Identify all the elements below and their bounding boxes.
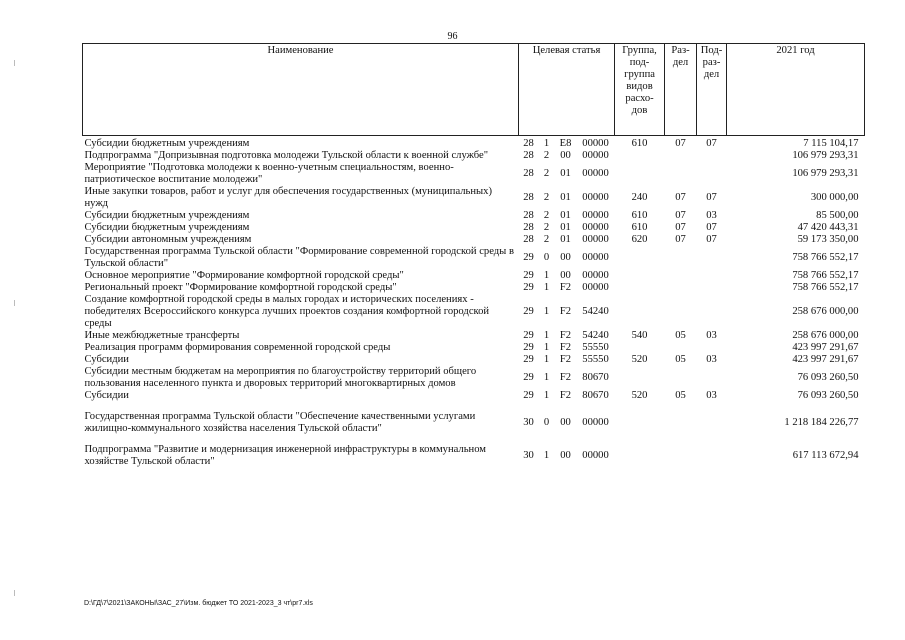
- cell-amount: 758 766 552,17: [792, 270, 859, 281]
- table-row: [83, 342, 865, 354]
- cell-target-event: 01: [560, 222, 571, 233]
- cell-section: [665, 294, 697, 330]
- cell-target-event: 01: [560, 210, 571, 221]
- cell-amount: 758 766 552,17: [792, 282, 859, 293]
- table-row: [83, 282, 865, 294]
- cell-target-direction: 80670: [582, 372, 609, 383]
- cell-name: Государственная программа Тульской области "Формирование современной городской среды в Тульской области": [84, 246, 514, 269]
- table-row: [83, 330, 865, 342]
- cell-expense-group: [615, 162, 665, 186]
- cell-target-direction: 00000: [582, 138, 609, 149]
- cell-target-program: 29: [523, 342, 534, 353]
- cell-target-subprogram: 1: [543, 138, 550, 149]
- cell-section: [665, 270, 697, 282]
- cell-expense-group: [615, 342, 665, 354]
- cell-target-direction: 54240: [582, 306, 609, 317]
- cell-target-direction: 55550: [582, 354, 609, 365]
- cell-amount: 258 676 000,00: [792, 306, 859, 317]
- cell-expense-group: 610: [631, 222, 648, 233]
- cell-section: [665, 150, 697, 162]
- cell-target-program: 28: [523, 150, 534, 161]
- cell-section: 07: [675, 222, 686, 233]
- cell-target-program: 29: [523, 252, 534, 263]
- cell-amount: 423 997 291,67: [792, 354, 859, 365]
- cell-target-event: 00: [560, 150, 571, 161]
- cell-subsection: [697, 150, 727, 162]
- spacer-cell: [83, 402, 865, 411]
- cell-subsection: 07: [706, 138, 717, 149]
- cell-section: [665, 366, 697, 390]
- cell-expense-group: 610: [631, 138, 648, 149]
- table-row: [83, 210, 865, 222]
- cell-target-subprogram: 2: [543, 168, 550, 179]
- cell-target-direction: 00000: [582, 234, 609, 245]
- cell-expense-group: [615, 411, 665, 435]
- cell-name: Субсидии: [84, 390, 129, 401]
- header-name: Наименование: [83, 44, 519, 136]
- cell-target-direction: 00000: [582, 450, 609, 461]
- cell-target-direction: 80670: [582, 390, 609, 401]
- cell-target-direction: 54240: [582, 330, 609, 341]
- cell-target-program: 28: [523, 222, 534, 233]
- cell-expense-group: 240: [631, 192, 648, 203]
- header-group: Группа, под- группа видов расхо- дов: [615, 44, 665, 136]
- table-row: [83, 136, 865, 151]
- cell-target-direction: 00000: [582, 270, 609, 281]
- cell-target-subprogram: 2: [543, 234, 550, 245]
- cell-subsection: 03: [706, 330, 717, 341]
- cell-subsection: [697, 411, 727, 435]
- cell-amount: 7 115 104,17: [803, 138, 859, 149]
- cell-section: [665, 444, 697, 468]
- cell-section: 07: [675, 210, 686, 221]
- table-body: [83, 136, 865, 469]
- cell-section: 05: [675, 390, 686, 401]
- cell-subsection: [697, 270, 727, 282]
- cell-subsection: [697, 366, 727, 390]
- cell-target-event: F2: [559, 372, 572, 383]
- cell-section: 07: [675, 192, 686, 203]
- cell-name: Субсидии бюджетным учреждениям: [84, 138, 250, 149]
- cell-target-event: 01: [560, 234, 571, 245]
- cell-amount: 106 979 293,31: [792, 150, 859, 161]
- header-subsection: Под- раз- дел: [697, 44, 727, 136]
- cell-amount: 85 500,00: [816, 210, 859, 221]
- cell-subsection: [697, 162, 727, 186]
- cell-amount: 76 093 260,50: [797, 390, 859, 401]
- cell-expense-group: 620: [631, 234, 648, 245]
- cell-section: 05: [675, 330, 686, 341]
- cell-subsection: 03: [706, 354, 717, 365]
- cell-target-subprogram: 1: [543, 342, 550, 353]
- cell-subsection: 07: [706, 222, 717, 233]
- table-row: [83, 246, 865, 270]
- cell-section: [665, 162, 697, 186]
- cell-amount: 1 218 184 226,77: [784, 417, 859, 428]
- cell-target-program: 29: [523, 330, 534, 341]
- cell-subsection: [697, 294, 727, 330]
- cell-amount: 59 173 350,00: [797, 234, 859, 245]
- cell-target-program: 29: [523, 282, 534, 293]
- cell-target-event: 01: [560, 168, 571, 179]
- cell-name: Подпрограмма "Допризывная подготовка молодежи Тульской области к военной службе": [84, 150, 489, 161]
- table-row: [83, 186, 865, 210]
- cell-target-direction: 00000: [582, 150, 609, 161]
- header-section: Раз- дел: [665, 44, 697, 136]
- cell-target-direction: 00000: [582, 168, 609, 179]
- cell-amount: 758 766 552,17: [792, 252, 859, 263]
- cell-target-subprogram: 1: [543, 306, 550, 317]
- cell-name: Субсидии: [84, 354, 129, 365]
- cell-target-event: F2: [559, 282, 572, 293]
- cell-section: 07: [675, 138, 686, 149]
- cell-name: Подпрограмма "Развитие и модернизация инженерной инфраструктуры в коммунальном хозяйстве Тульской области": [84, 444, 486, 467]
- cell-target-direction: 00000: [582, 252, 609, 263]
- cell-target-subprogram: 1: [543, 330, 550, 341]
- table-row: [83, 222, 865, 234]
- cell-target-program: 29: [523, 390, 534, 401]
- cell-amount: 47 420 443,31: [797, 222, 859, 233]
- cell-target-event: F2: [559, 390, 572, 401]
- cell-subsection: [697, 342, 727, 354]
- cell-target-direction: 00000: [582, 222, 609, 233]
- cell-expense-group: 610: [631, 210, 648, 221]
- header-target: Целевая статья: [519, 44, 615, 136]
- cell-section: 07: [675, 234, 686, 245]
- cell-target-subprogram: 1: [543, 390, 550, 401]
- table-header-row: [83, 44, 865, 136]
- cell-target-program: 28: [523, 234, 534, 245]
- cell-section: [665, 411, 697, 435]
- cell-target-event: 00: [560, 450, 571, 461]
- cell-target-program: 28: [523, 210, 534, 221]
- row-spacer: [83, 402, 865, 411]
- cell-target-program: 30: [523, 417, 534, 428]
- cell-name: Иные закупки товаров, работ и услуг для обеспечения государственных (муниципальных) нужд: [84, 186, 492, 209]
- table-row: [83, 162, 865, 186]
- margin-mark: [14, 60, 15, 66]
- cell-subsection: 03: [706, 390, 717, 401]
- cell-target-subprogram: 0: [543, 252, 550, 263]
- cell-target-event: 00: [560, 252, 571, 263]
- cell-target-subprogram: 2: [543, 210, 550, 221]
- cell-name: Субсидии автономным учреждениям: [84, 234, 252, 245]
- cell-target-direction: 00000: [582, 192, 609, 203]
- cell-expense-group: [615, 366, 665, 390]
- cell-target-program: 28: [523, 168, 534, 179]
- cell-target-direction: 55550: [582, 342, 609, 353]
- cell-amount: 423 997 291,67: [792, 342, 859, 353]
- cell-target-program: 30: [523, 450, 534, 461]
- margin-mark: [14, 300, 15, 306]
- cell-expense-group: [615, 150, 665, 162]
- cell-name: Субсидии бюджетным учреждениям: [84, 222, 250, 233]
- table-row: [83, 390, 865, 402]
- cell-subsection: 03: [706, 210, 717, 221]
- cell-expense-group: [615, 294, 665, 330]
- budget-table: [82, 43, 865, 468]
- cell-expense-group: [615, 270, 665, 282]
- cell-target-program: 28: [523, 192, 534, 203]
- cell-subsection: [697, 444, 727, 468]
- cell-target-direction: 00000: [582, 417, 609, 428]
- table-row: [83, 270, 865, 282]
- cell-expense-group: [615, 444, 665, 468]
- cell-target-subprogram: 2: [543, 150, 550, 161]
- cell-amount: 258 676 000,00: [792, 330, 859, 341]
- cell-target-subprogram: 1: [543, 354, 550, 365]
- cell-target-program: 28: [523, 138, 534, 149]
- table-row: [83, 234, 865, 246]
- cell-amount: 76 093 260,50: [797, 372, 859, 383]
- cell-target-subprogram: 1: [543, 372, 550, 383]
- cell-name: Мероприятие "Подготовка молодежи к военно-учетным специальностям, военно-патриотическое воспитание молодежи": [84, 162, 454, 185]
- cell-target-subprogram: 2: [543, 192, 550, 203]
- cell-expense-group: [615, 282, 665, 294]
- table-row: [83, 354, 865, 366]
- cell-expense-group: 520: [631, 354, 648, 365]
- cell-target-subprogram: 1: [543, 270, 550, 281]
- cell-target-subprogram: 1: [543, 282, 550, 293]
- cell-name: Субсидии местным бюджетам на мероприятия по благоустройству территорий общего пользования населенного пункта и дворовых территорий многоквартирных домов: [84, 366, 477, 389]
- cell-section: [665, 246, 697, 270]
- cell-name: Иные межбюджетные трансферты: [84, 330, 240, 341]
- cell-subsection: [697, 246, 727, 270]
- row-spacer: [83, 435, 865, 444]
- cell-target-program: 29: [523, 372, 534, 383]
- margin-mark: [14, 590, 15, 596]
- cell-target-event: E8: [559, 138, 572, 149]
- cell-expense-group: 540: [631, 330, 648, 341]
- cell-target-event: F2: [559, 342, 572, 353]
- spacer-cell: [83, 435, 865, 444]
- table-row: [83, 444, 865, 468]
- header-year: 2021 год: [727, 44, 865, 136]
- table-row: [83, 366, 865, 390]
- cell-expense-group: 520: [631, 390, 648, 401]
- cell-target-event: 00: [560, 270, 571, 281]
- cell-amount: 300 000,00: [810, 192, 859, 203]
- cell-target-direction: 00000: [582, 282, 609, 293]
- cell-target-event: 00: [560, 417, 571, 428]
- cell-subsection: [697, 282, 727, 294]
- cell-amount: 106 979 293,31: [792, 168, 859, 179]
- cell-name: Реализация программ формирования современной городской среды: [84, 342, 391, 353]
- cell-target-subprogram: 0: [543, 417, 550, 428]
- cell-subsection: 07: [706, 192, 717, 203]
- cell-name: Создание комфортной городской среды в малых городах и исторических поселениях - победителях Всероссийского конкурса лучших проектов создания комфортной городской среды: [84, 294, 490, 329]
- cell-target-program: 29: [523, 354, 534, 365]
- cell-name: Региональный проект "Формирование комфортной городской среды": [84, 282, 397, 293]
- cell-target-subprogram: 2: [543, 222, 550, 233]
- cell-name: Основное мероприятие "Формирование комфортной городской среды": [84, 270, 404, 281]
- cell-target-event: 01: [560, 192, 571, 203]
- footer-file-path: D:\ГД\7\2021\ЗАКОНЫ\ЗАС_27\Изм. бюджет ТО 2021-2023_3 чт\pr7.xls: [84, 600, 313, 607]
- cell-target-subprogram: 1: [543, 450, 550, 461]
- page-number: 96: [447, 31, 458, 42]
- cell-name: Государственная программа Тульской области "Обеспечение качественными услугами жилищно-коммунального хозяйства населения Тульской области": [84, 411, 476, 434]
- cell-amount: 617 113 672,94: [792, 450, 859, 461]
- table-row: [83, 411, 865, 435]
- cell-target-event: F2: [559, 330, 572, 341]
- cell-section: [665, 282, 697, 294]
- cell-section: [665, 342, 697, 354]
- cell-target-event: F2: [559, 354, 572, 365]
- table-row: [83, 294, 865, 330]
- cell-expense-group: [615, 246, 665, 270]
- table-row: [83, 150, 865, 162]
- cell-name: Субсидии бюджетным учреждениям: [84, 210, 250, 221]
- cell-subsection: 07: [706, 234, 717, 245]
- cell-section: 05: [675, 354, 686, 365]
- cell-target-direction: 00000: [582, 210, 609, 221]
- cell-target-event: F2: [559, 306, 572, 317]
- cell-target-program: 29: [523, 270, 534, 281]
- cell-target-program: 29: [523, 306, 534, 317]
